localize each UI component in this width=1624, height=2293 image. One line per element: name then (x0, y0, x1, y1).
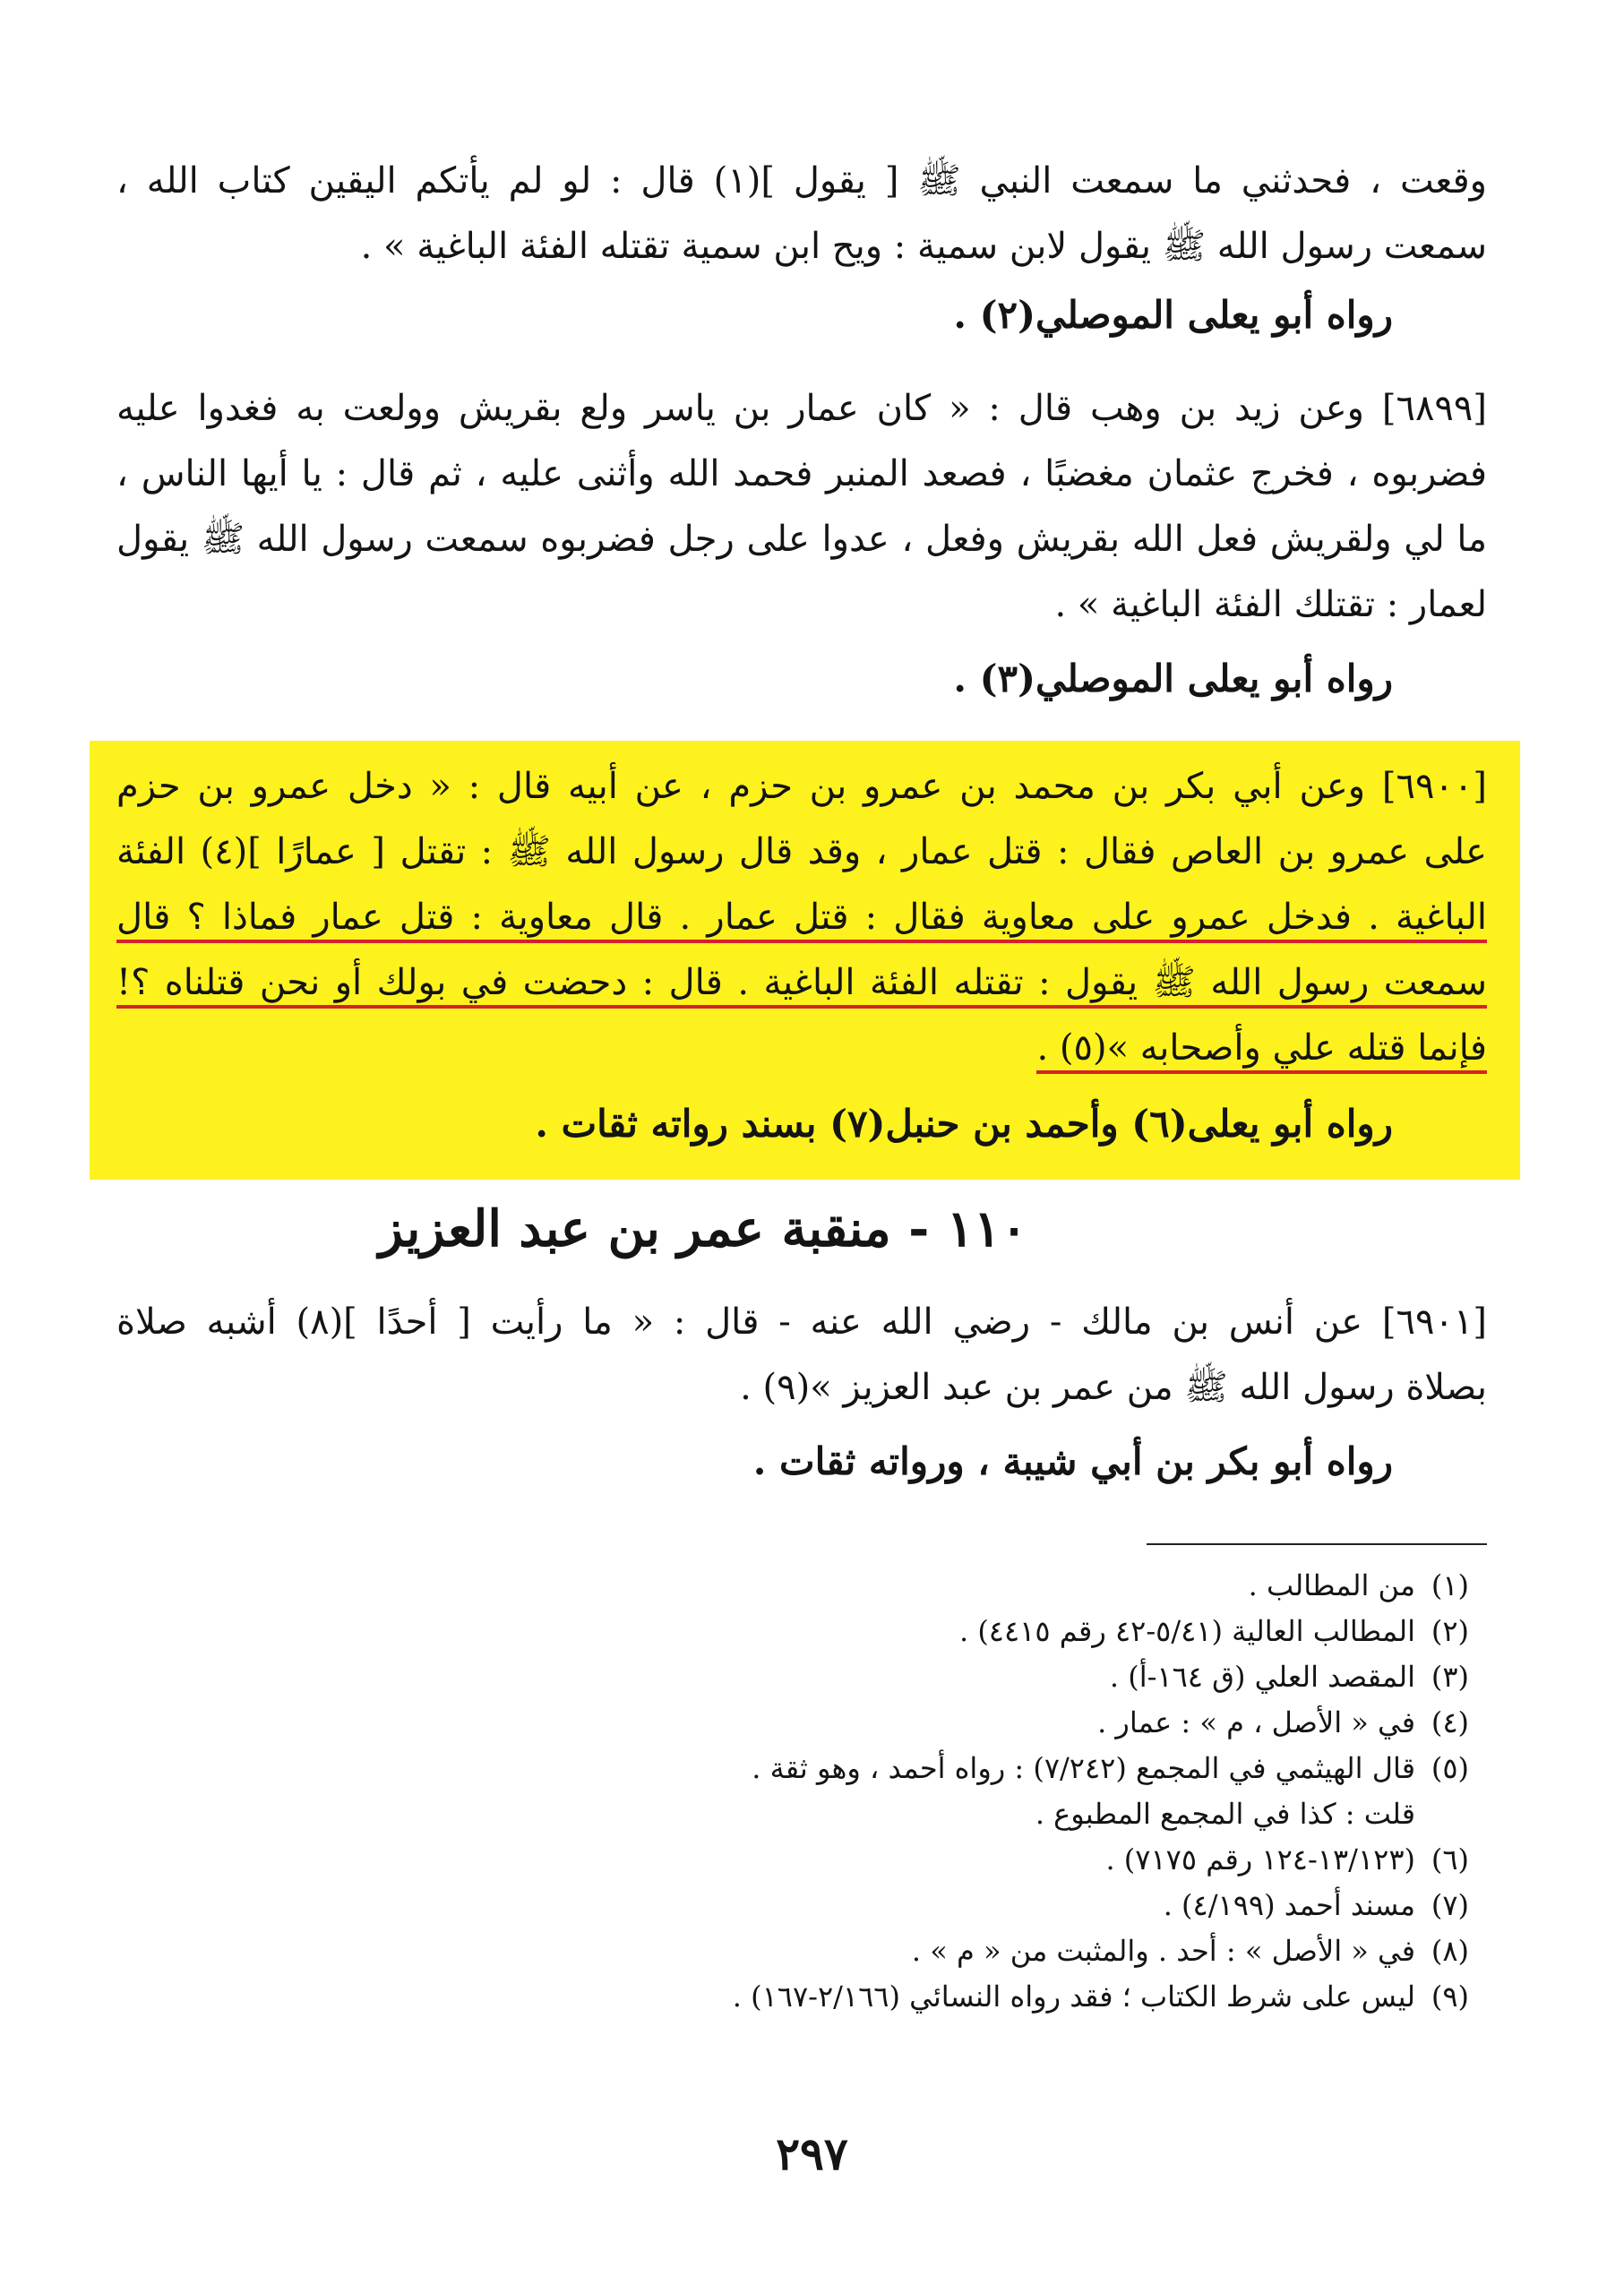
red-underline: الباغية . فدخل عمرو على معاوية فقال : قتل عمار . قال معاوية : قتل عمار فماذا ؟ قال (116, 897, 1487, 943)
footnote-text: ليس على شرط الكتاب ؛ فقد رواه النسائي (٢/١٦٦-١٦٧) . (732, 1980, 1415, 2014)
footnote-text: في « الأصل ، م » : عمار . (1097, 1705, 1415, 1739)
footnote-text: من المطالب . (1248, 1568, 1415, 1602)
text-line: بصلاة رسول الله ﷺ من عمر بن عبد العزيز »(٩) . (740, 1367, 1487, 1408)
hadith-6900 (116, 754, 1487, 1160)
hadith-source: رواه أبو يعلى(٦) وأحمد بن حنبل(٧) بسند رواته ثقات . (535, 1102, 1393, 1146)
footnote-number: (٩) (1431, 1980, 1469, 2014)
hadith-source: رواه أبو بكر بن أبي شيبة ، ورواته ثقات . (752, 1439, 1393, 1483)
footnotes (116, 1563, 1487, 2020)
text-line-underlined (116, 950, 1487, 1016)
footnote-number: (٥) (1431, 1751, 1469, 1785)
footnote (116, 1837, 1487, 1883)
hadith-source: رواه أبو يعلى الموصلي(٣) . (953, 657, 1393, 700)
footnote-continuation (116, 1791, 1487, 1837)
footnote-number: (٤) (1431, 1705, 1469, 1739)
text-line: [٦٩٠١] عن أنس بن مالك - رضي الله عنه - قال : « ما رأيت [ أحدًا ](٨) أشبه صلاة (116, 1301, 1487, 1343)
text-line: وقعت ، فحدثني ما سمعت النبي ﷺ [ يقول ](١) قال : لو لم يأتكم اليقين كتاب الله ، (116, 160, 1487, 202)
footnote (116, 1609, 1487, 1654)
text-line: [٦٨٩٩] وعن زيد بن وهب قال : « كان عمار بن ياسر ولع بقريش وولعت به فغدوا عليه (116, 388, 1487, 429)
text-line: على عمرو بن العاص فقال : قتل عمار ، وقد قال رسول الله ﷺ : تقتل [ عمارًا ](٤) الفئة (116, 831, 1487, 872)
footnote-number: (٨) (1431, 1934, 1469, 1968)
footnote-text: قال الهيثمي في المجمع (٧/٢٤٢) : رواه أحمد ، وهو ثقة . (752, 1751, 1415, 1785)
page-number: ٢٩٧ (776, 2127, 848, 2180)
footnote-text: قلت : كذا في المجمع المطبوع . (1035, 1797, 1415, 1831)
text-line: سمعت رسول الله ﷺ يقول لابن سمية : ويح ابن سمية تقتله الفئة الباغية » . (360, 226, 1487, 267)
text-line: لعمار : تقتلك الفئة الباغية » . (1054, 584, 1487, 625)
hadith-source: رواه أبو يعلى الموصلي(٢) . (953, 293, 1393, 337)
footnote (116, 1974, 1487, 2020)
footnote (116, 1928, 1487, 1974)
footnote-text: المقصد العلي (ق ١٦٤-أ) . (1109, 1660, 1415, 1694)
red-underline: سمعت رسول الله ﷺ يقول : تقتله الفئة الباغية . قال : دحضت في بولك أو نحن قتلناه ؟! (116, 962, 1487, 1009)
hadith-6899 (116, 376, 1487, 715)
footnote-divider (1147, 1543, 1487, 1545)
footnote (116, 1654, 1487, 1700)
footnote-number: (٦) (1431, 1842, 1469, 1876)
footnote-text: في « الأصل » : أحد . والمثبت من « م » . (911, 1934, 1415, 1968)
footnote-number: (٢) (1431, 1614, 1469, 1648)
text-line: [٦٩٠٠] وعن أبي بكر بن محمد بن عمرو بن حزم ، عن أبيه قال : « دخل عمرو بن حزم (116, 766, 1487, 807)
text-line-underlined (116, 885, 1487, 950)
footnote (116, 1700, 1487, 1746)
hadith-6901 (116, 1290, 1487, 1498)
footnote (116, 1746, 1487, 1791)
footnote-number: (٣) (1431, 1660, 1469, 1694)
red-underline: فإنما قتله علي وأصحابه »(٥) . (1036, 1027, 1487, 1074)
footnote (116, 1563, 1487, 1609)
text-line: فضربوه ، فخرج عثمان مغضبًا ، فصعد المنبر فحمد الله وأثنى عليه ، ثم قال : يا أيها الناس ، (116, 453, 1487, 494)
footnote (116, 1883, 1487, 1928)
footnote-number: (١) (1431, 1568, 1469, 1602)
paragraph-continuation (116, 149, 1487, 351)
footnote-number (1415, 1791, 1487, 1837)
text-line: ما لي ولقريش فعل الله بقريش وفعل ، عدوا على رجل فضربوه سمعت رسول الله ﷺ يقول (116, 519, 1487, 560)
section-title: ١١٠ - منقبة عمر بن عبد العزيز (378, 1199, 1028, 1258)
footnote-text: مسند أحمد (٤/١٩٩) . (1163, 1888, 1415, 1922)
text-line-underlined (116, 1016, 1487, 1081)
footnote-text: المطالب العالية (٥/٤١-٤٢ رقم ٤٤١٥) . (958, 1614, 1415, 1648)
footnote-number: (٧) (1431, 1888, 1469, 1922)
footnote-text: (١٣/١٢٣-١٢٤ رقم ٧١٧٥) . (1105, 1842, 1415, 1876)
